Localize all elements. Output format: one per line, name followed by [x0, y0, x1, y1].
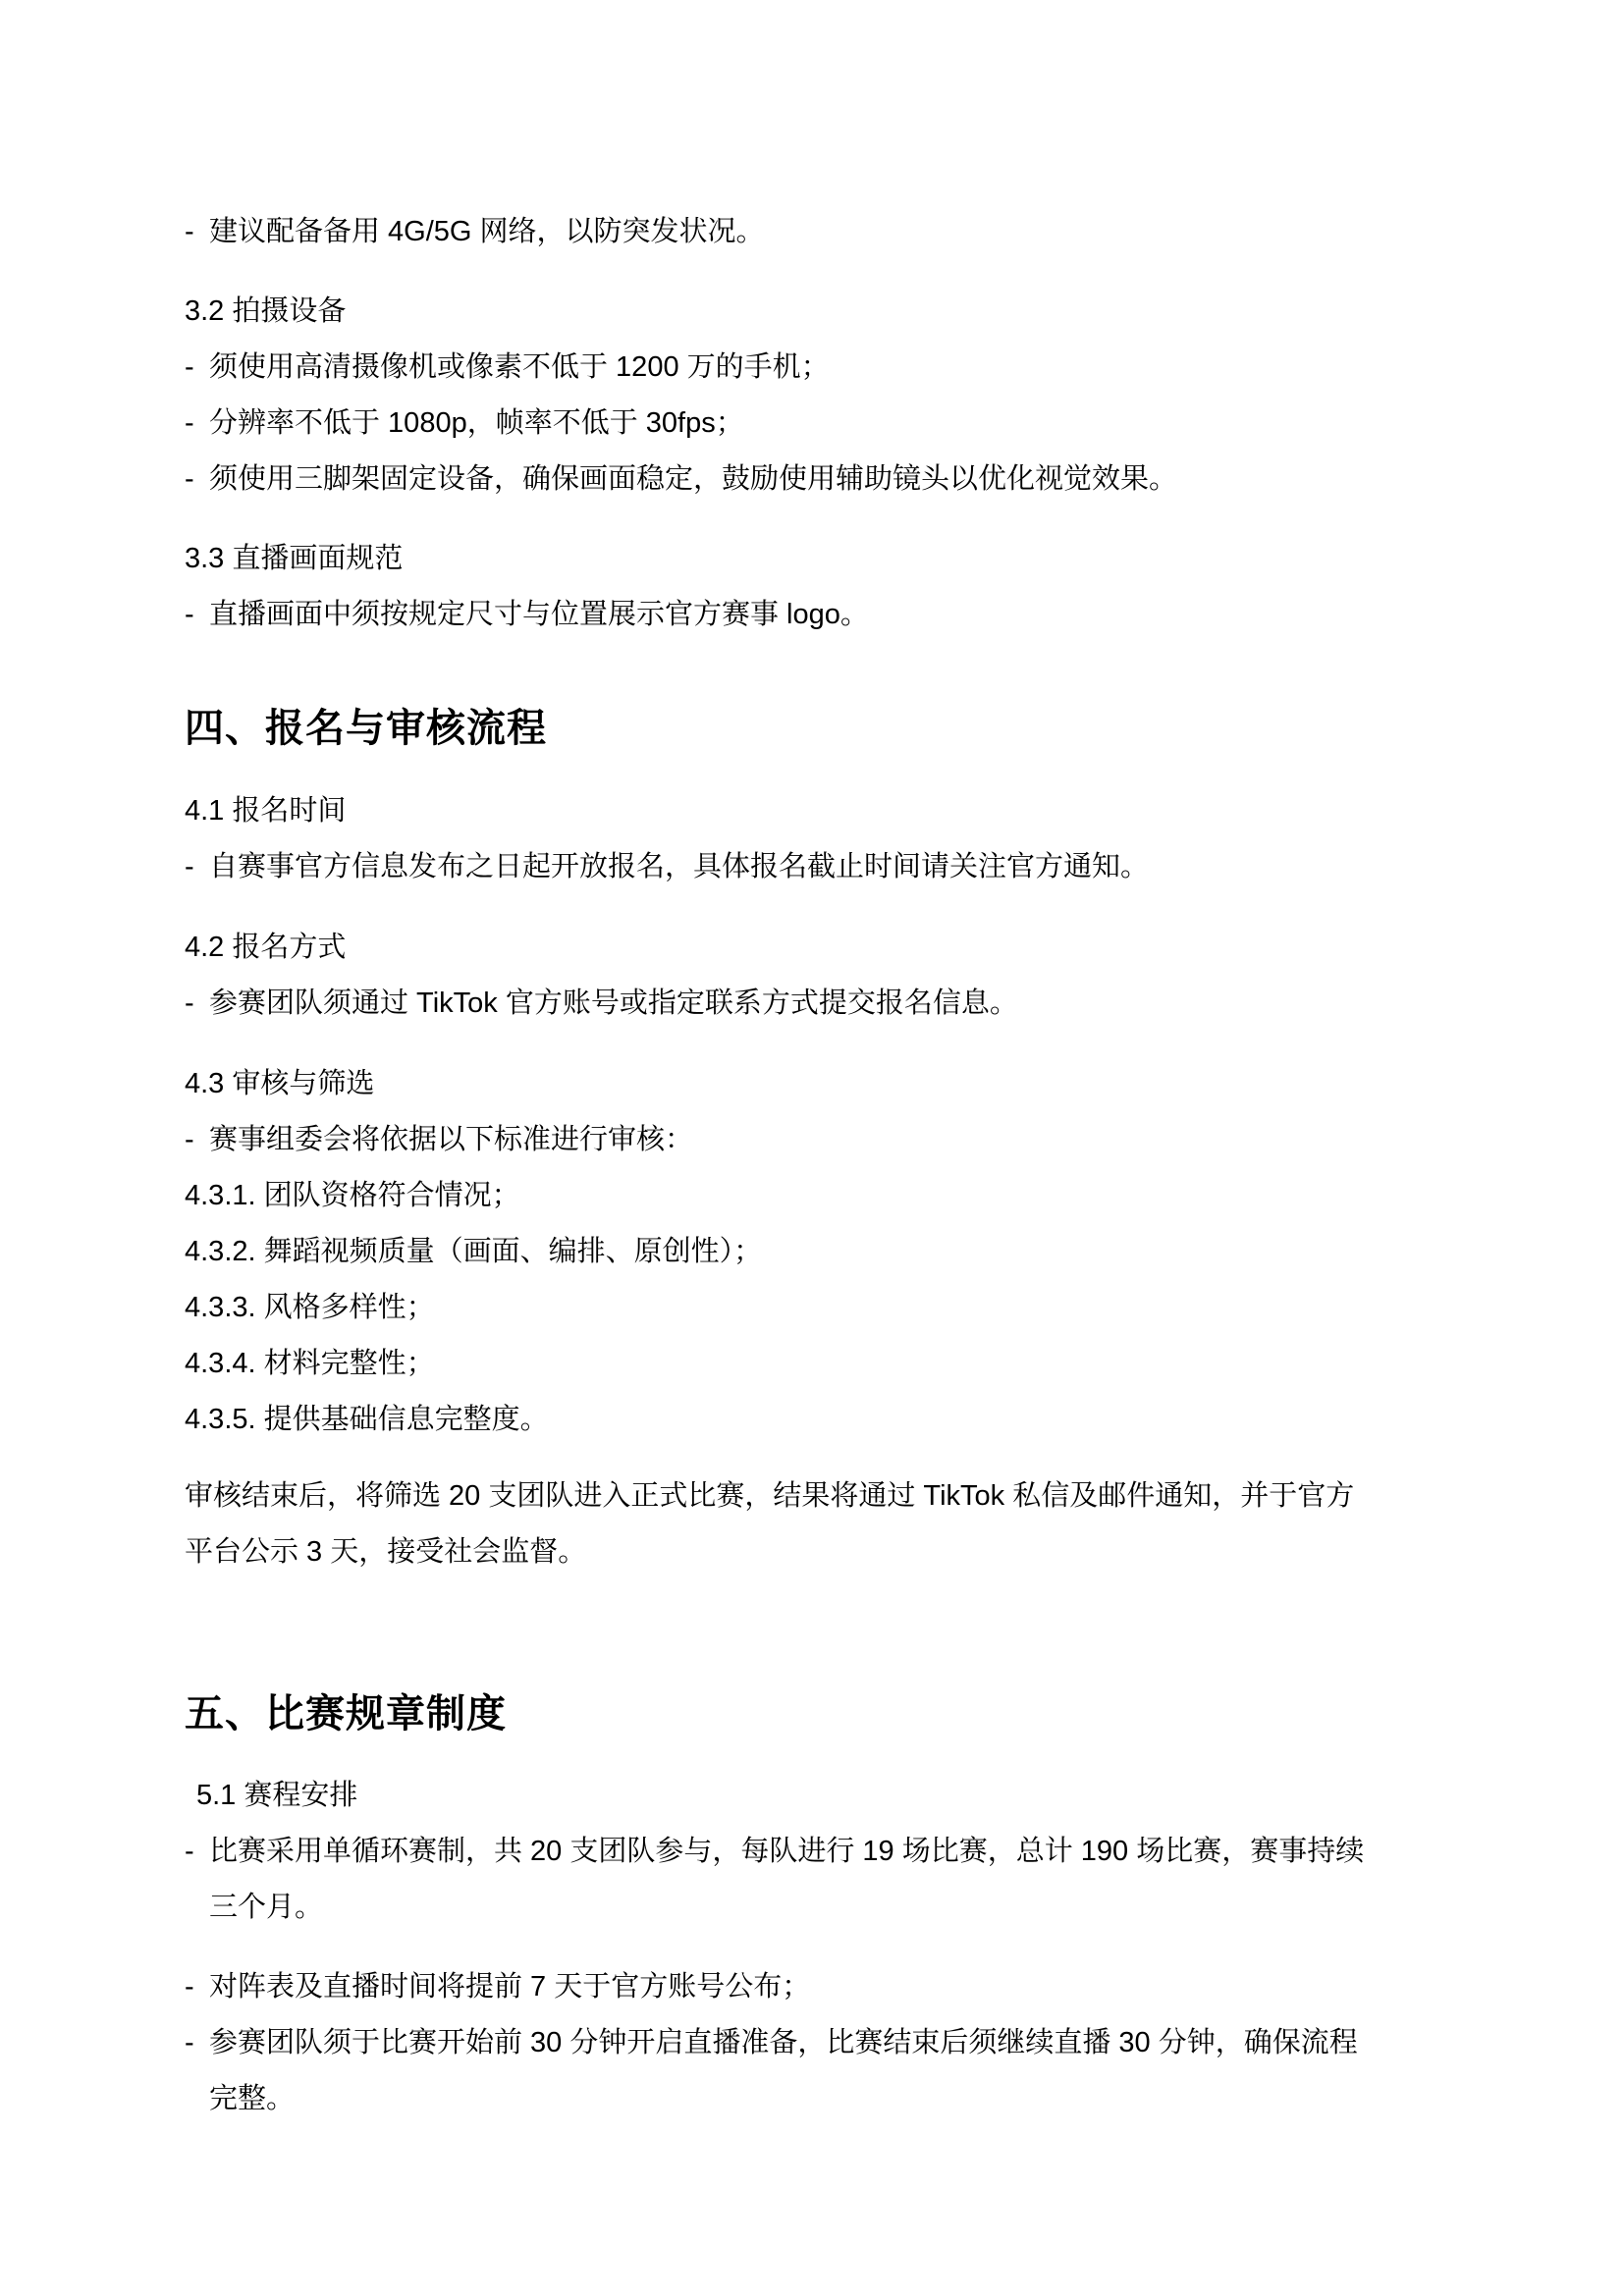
subheading-4-2: 4.2 报名方式	[185, 932, 347, 963]
bullet-text	[209, 2015, 1447, 2127]
bullet-item-signup-method	[185, 976, 1447, 1032]
bullet-item-schedule-announce	[185, 1959, 1447, 2015]
bullet-dash: -	[185, 988, 194, 1019]
paragraph-line-2: 平台公示 3 天，接受社会监督。	[185, 1536, 587, 1568]
bullet-text: 对阵表及直播时间将提前 7 天于官方账号公布；	[209, 1971, 811, 2002]
bullet-item-review-criteria	[185, 1112, 1447, 1168]
bullet-dash: -	[185, 1124, 194, 1155]
section-heading-4: 四、报名与审核流程	[185, 707, 547, 750]
subheading-5-1: 5.1 赛程安排	[196, 1780, 358, 1811]
subheading-4-1: 4.1 报名时间	[185, 795, 347, 827]
numbered-item-4-3-1: 4.3.1. 团队资格符合情况；	[185, 1180, 520, 1211]
paragraph-review-result	[185, 1468, 1447, 1580]
subheading-3-2: 3.2 拍摄设备	[185, 295, 347, 327]
bullet-item-round-robin	[185, 1824, 1447, 1936]
bullet-dash: -	[185, 1836, 194, 1867]
bullet-text: 须使用高清摄像机或像素不低于 1200 万的手机；	[209, 351, 830, 383]
bullet-text: 赛事组委会将依据以下标准进行审核：	[209, 1124, 694, 1155]
bullet-text: 分辨率不低于 1080p，帧率不低于 30fps；	[209, 407, 744, 439]
bullet-text: 参赛团队须通过 TikTok 官方账号或指定联系方式提交报名信息。	[209, 988, 1018, 1019]
bullet-line-2: 三个月。	[209, 1892, 324, 1923]
bullet-item-signup-time	[185, 839, 1447, 895]
bullet-text: 自赛事官方信息发布之日起开放报名，具体报名截止时间请关注官方通知。	[209, 851, 1150, 882]
bullet-item-backup-network	[185, 204, 1447, 260]
numbered-item-4-3-3: 4.3.3. 风格多样性；	[185, 1292, 435, 1323]
bullet-line-1: 比赛采用单循环赛制，共 20 支团队参与，每队进行 19 场比赛，总计 190 场比赛，赛事持续	[209, 1836, 1365, 1867]
bullet-text: 须使用三脚架固定设备，确保画面稳定，鼓励使用辅助镜头以优化视觉效果。	[209, 463, 1178, 495]
paragraph-line-1: 审核结束后，将筛选 20 支团队进入正式比赛，结果将通过 TikTok 私信及邮件通知，并于官方	[185, 1480, 1355, 1512]
subheading-3-3: 3.3 直播画面规范	[185, 543, 404, 574]
bullet-dash: -	[185, 463, 194, 495]
bullet-item-tripod	[185, 452, 1447, 507]
bullet-item-live-prep	[185, 2015, 1447, 2127]
bullet-text: 直播画面中须按规定尺寸与位置展示官方赛事 logo。	[209, 599, 869, 630]
numbered-item-4-3-5: 4.3.5. 提供基础信息完整度。	[185, 1404, 549, 1435]
bullet-text	[209, 1824, 1447, 1936]
bullet-dash: -	[185, 2027, 194, 2058]
bullet-dash: -	[185, 851, 194, 882]
bullet-dash: -	[185, 1971, 194, 2002]
subheading-4-3: 4.3 审核与筛选	[185, 1068, 375, 1099]
bullet-text: 建议配备备用 4G/5G 网络，以防突发状况。	[209, 216, 765, 247]
bullet-item-logo	[185, 587, 1447, 643]
bullet-dash: -	[185, 351, 194, 383]
bullet-dash: -	[185, 599, 194, 630]
numbered-item-4-3-4: 4.3.4. 材料完整性；	[185, 1348, 435, 1379]
section-heading-5: 五、比赛规章制度	[185, 1692, 507, 1735]
bullet-item-camera	[185, 340, 1447, 396]
bullet-dash: -	[185, 216, 194, 247]
bullet-line-2: 完整。	[209, 2083, 296, 2114]
bullet-item-resolution	[185, 396, 1447, 452]
bullet-line-1: 参赛团队须于比赛开始前 30 分钟开启直播准备，比赛结束后须继续直播 30 分钟，确保流程	[209, 2027, 1358, 2058]
numbered-item-4-3-2: 4.3.2. 舞蹈视频质量（画面、编排、原创性）；	[185, 1236, 763, 1267]
bullet-dash: -	[185, 407, 194, 439]
